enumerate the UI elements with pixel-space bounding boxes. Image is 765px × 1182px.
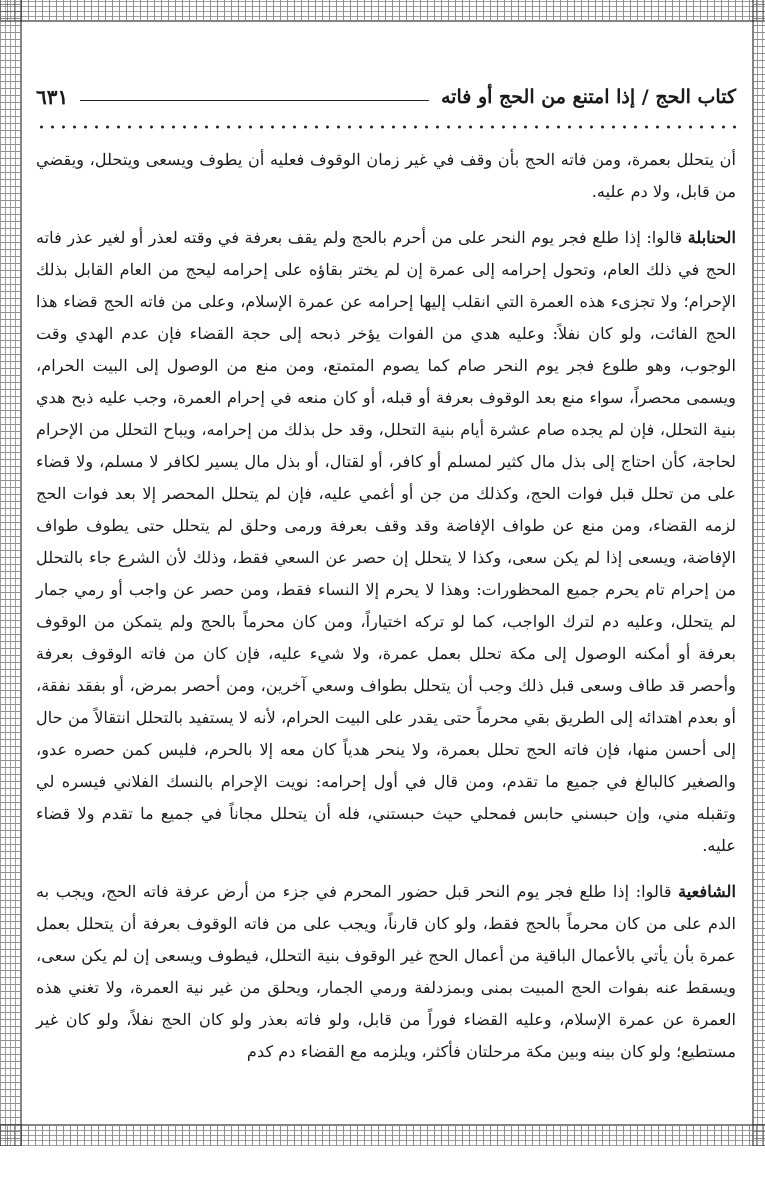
school-label-hanbali: الحنابلة	[687, 228, 736, 247]
paragraph-continuation	[36, 144, 736, 208]
page-border-bottom	[0, 1124, 765, 1146]
paragraph-shafii	[36, 876, 736, 1068]
paragraph-hanbali	[36, 222, 736, 862]
running-title: كتاب الحج / إذا امتنع من الحج أو فاته	[440, 86, 736, 108]
page-border-top	[0, 0, 765, 22]
page-border-right	[752, 0, 765, 1146]
paragraph-text: قالوا: إذا طلع فجر يوم النحر على من أحرم بالحج ولم يقف بعرفة في وقته لعذر أو لغير عذر فاته الحج في ذلك العام، وتحول إحرامه إلى عمرة إن لم يختر بقاؤه على إحرامه ليحج من العام القابل بذلك الإحرام؛ ولا تجزىء هذه العمرة التي انقلب إليها إحرامه عن عمرة الإسلام، وعلى من فاته الحج قضاء هذا الحج الفائت، ولو كان نفلاً: وعليه هدي من الفوات يؤخر ذبحه إلى حجة القضاء فإن عدم الهدي وقت الوجوب، وهو طلوع فجر يوم النحر صام كما يصوم المتمتع، ومن منع من الوصول إلى البيت الحرام، ويسمى محصراً، سواء منع بعد الوقوف بعرفة أو قبله، أو كان منعه في إحرام العمرة، وجب عليه ذبح هدي بنية التحلل، فإن لم يجده صام عشرة أيام بنية التحلل، وقد حل بذلك من إحرامه، ويباح التحلل من الإحرام لحاجة، كأن احتاج إلى بذل مال كثير لمسلم أو كافر، أو لقتال، أو بذل مال يسير لكافر لا مسلم، ولا قضاء على من تحلل قبل فوات الحج، وكذلك من جن أو أغمي عليه، فإن لم يتحلل المحصر إلا بعد فوات الحج لزمه القضاء، ومن منع عن طواف الإفاضة وقد وقف بعرفة ورمى وحلق لم يتحلل حتى يطوف طواف الإفاضة، ويسعى إذا لم يكن سعى، وكذا لا يتحلل إن حصر عن السعي فقط، وذلك لأن الشرع جاء بالتحلل من إحرام تام يحرم جميع المحظورات: وهذا لا يحرم إلا النساء فقط، ومن حصر عن واجب أو رمي جمار لم يتحلل، وعليه دم لترك الواجب، كما لو تركه اختياراً، ومن كان محرماً بالحج ولم يتمكن من الوقوف بعرفة أو أمكنه الوصول إلى مكة تحلل بعمل عمرة، ولا شيء عليه، فإن كان من فاته الوقوف بعرفة وأحصر قد طاف وسعى قبل ذلك وجب أن يتحلل بطواف وسعي آخرين، ومن أحصر بمرض، أو بفقد نفقة، أو بعدم اهتدائه إلى الطريق بقي محرماً حتى يقدر على البيت الحرام، لأنه لا يستفيد بالتحلل انتقالاً من حال إلى أحسن منها، فإن فاته الحج تحلل بعمرة، ولا ينحر هدياً كان معه إلا بالحرم، فليس كمن حصره عدو، والصغير كالبالغ في جميع ما تقدم، ومن قال في أول إحرامه: نويت الإحرام بالنسك الفلاني فيسره لي وتقبله مني، وإن حبسني حابس فمحلي حيث حبستني، فله أن يتحلل مجاناً في جميع ما تقدم ولا قضاء عليه.	[36, 228, 736, 855]
header-rule	[80, 100, 429, 101]
page-header	[36, 78, 736, 116]
dotted-separator	[36, 122, 736, 132]
paragraph-text: أن يتحلل بعمرة، ومن فاته الحج بأن وقف في غير زمان الوقوف فعليه أن يطوف ويسعى ويتحلل، ويقضي من قابل، ولا دم عليه.	[36, 150, 736, 201]
book-page	[36, 78, 736, 1118]
page-border-left	[0, 0, 22, 1146]
paragraph-text: قالوا: إذا طلع فجر يوم النحر قبل حضور المحرم في جزء من أرض عرفة فاته الحج، ويجب به الدم على من كان محرماً بالحج فقط، ولو كان قارناً، ويجب على من فاته الوقوف بعرفة أن يتحلل بعمل عمرة بأن يأتي بالأعمال الباقية من أعمال الحج غير الوقوف بنية التحلل، فيطوف ويسعى إن لم يكن سعى، ويسقط عنه بفوات الحج المبيت بمنى وبمزدلفة ورمي الجمار، ويحلق من غير نية العمرة، ولا تغني هذه العمرة عن عمرة الإسلام، وعليه القضاء فوراً من قابل، ولو فاته بعذر ولو كان الحج نفلاً، ولو كان غير مستطيع؛ ولو كان بينه وبين مكة مرحلتان فأكثر، ويلزمه مع القضاء دم كدم	[36, 882, 736, 1061]
school-label-shafii: الشافعية	[678, 882, 736, 901]
page-number: ٦٣١	[36, 85, 69, 109]
